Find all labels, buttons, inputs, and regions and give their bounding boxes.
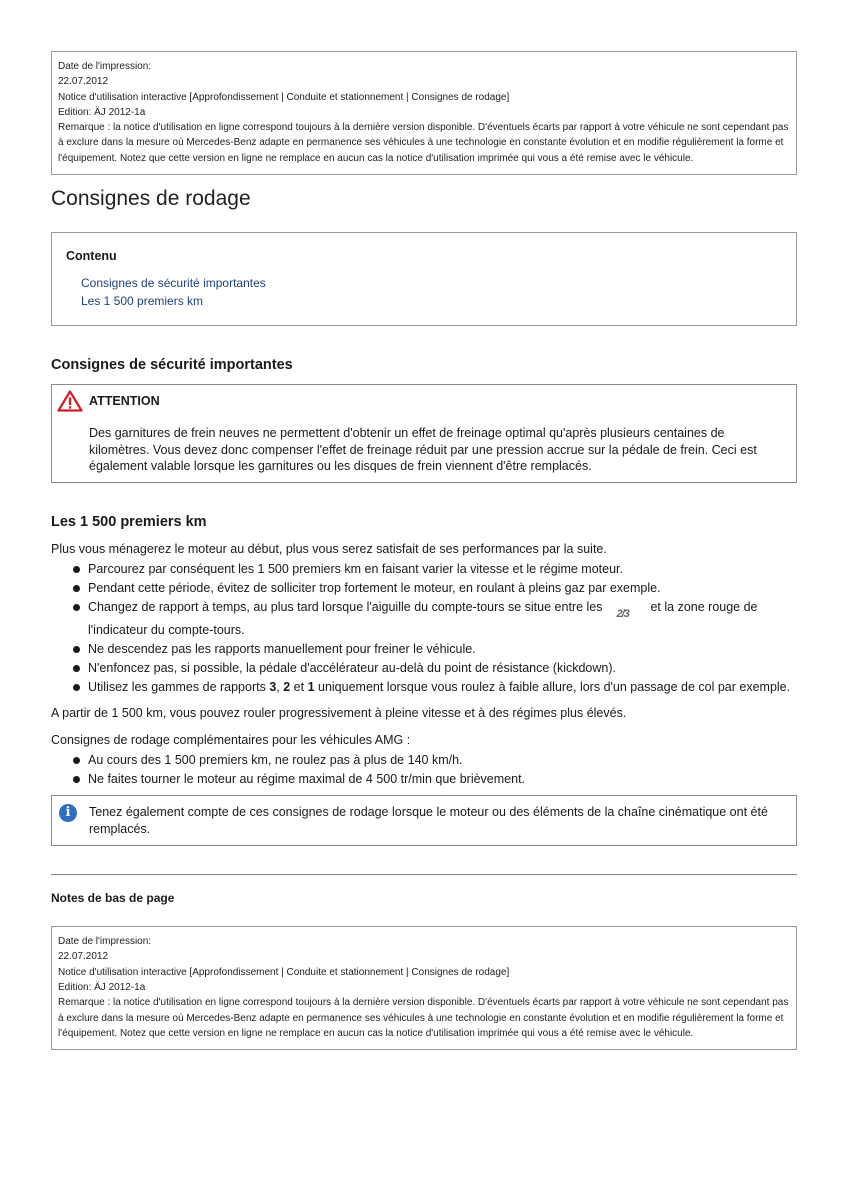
range-separator: et (290, 680, 308, 695)
list-item (88, 599, 797, 638)
info-icon: i (59, 804, 77, 822)
amg-list (51, 752, 797, 787)
range-text-before: Utilisez les gammes de rapports (88, 680, 270, 695)
toc-title: Contenu (66, 249, 117, 264)
gear-range-1: 1 (307, 680, 315, 695)
toc-link-safety[interactable]: Consignes de sécurité importantes (81, 276, 266, 291)
gear-range-3: 3 (269, 680, 277, 695)
remark: Remarque : la notice d'utilisation en ligne correspond toujours à la dernière version disponible. D'éventuels écarts par rapport à votre véhicule ne sont cependant pas à exclure dans la mesure où Mercedes-Benz adapte en permanence ses véhicules à une technologie en constante évolution et en modifie régulièrement la forme et l'équipement. Notez que cette version en ligne ne remplace en aucun cas la notice d'utilisation imprimée qui vous a été remise avec le véhicule. (58, 997, 789, 1039)
warning-triangle-icon (57, 390, 83, 412)
first-km-list (51, 561, 797, 695)
list-item (88, 679, 797, 695)
list-item: Ne faites tourner le moteur au régime maximal de 4 500 tr/min que brièvement. (88, 771, 797, 787)
edition: Edition: ÄJ 2012-1a (58, 981, 146, 993)
range-separator: , (276, 680, 284, 695)
list-item: Au cours des 1 500 premiers km, ne roulez pas à plus de 140 km/h. (88, 752, 797, 768)
page-title: Consignes de rodage (51, 187, 251, 211)
toc-link-first-km[interactable]: Les 1 500 premiers km (81, 294, 204, 309)
print-info-header (51, 51, 797, 175)
print-date: 22.07.2012 (58, 951, 109, 963)
footnotes-title: Notes de bas de page (51, 891, 175, 906)
gear-range-2: 2 (283, 680, 291, 695)
divider (51, 874, 797, 875)
gear-text-after: et la zone rouge de l'indicateur du compte-tours. (88, 600, 758, 638)
attention-text: Des garnitures de frein neuves ne permettent d'obtenir un effet de freinage optimal qu'après plusieurs centaines de kilomètres. Vous devez donc compenser l'effet de freinage réduit par une pression accrue sur la pédale de frein. Ceci est également valable lorsque les garnitures ou les disques de frein viennent d'être remplacés. (89, 426, 757, 474)
remark: Remarque : la notice d'utilisation en ligne correspond toujours à la dernière version disponible. D'éventuels écarts par rapport à votre véhicule ne sont cependant pas à exclure dans la mesure où Mercedes-Benz adapte en permanence ses véhicules à une technologie en constante évolution et en modifie régulièrement la forme et l'équipement. Notez que cette version en ligne ne remplace en aucun cas la notice d'utilisation imprimée qui vous a été remise avec le véhicule. (58, 122, 789, 164)
breadcrumb: Notice d'utilisation interactive [Approfondissement | Conduite et stationnement | Consignes de rodage] (58, 966, 510, 978)
info-box (51, 795, 797, 846)
list-item: Parcourez par conséquent les 1 500 premiers km en faisant varier la vitesse et le régime moteur. (88, 561, 797, 577)
breadcrumb: Notice d'utilisation interactive [Approfondissement | Conduite et stationnement | Consignes de rodage] (58, 91, 510, 103)
after-1500-text: A partir de 1 500 km, vous pouvez rouler progressivement à pleine vitesse et à des régimes plus élevés. (51, 706, 627, 721)
info-text: Tenez également compte de ces consignes de rodage lorsque le moteur ou des éléments de la chaîne cinématique ont été remplacés. (89, 805, 768, 836)
print-date-label: Date de l'impression: (58, 61, 152, 72)
first-km-heading: Les 1 500 premiers km (51, 513, 207, 530)
rev-counter-icon: 2/3 (616, 608, 629, 621)
attention-title: ATTENTION (89, 394, 160, 409)
document-page (51, 51, 797, 1050)
first-km-intro: Plus vous ménagerez le moteur au début, plus vous serez satisfait de ses performances par la suite. (51, 541, 607, 556)
print-date: 22.07.2012 (58, 76, 109, 88)
safety-heading: Consignes de sécurité importantes (51, 357, 293, 374)
print-date-label: Date de l'impression: (58, 936, 152, 948)
edition: Edition: ÄJ 2012-1a (58, 106, 146, 118)
range-text-after: uniquement lorsque vous roulez à faible allure, lors d'un passage de col par exemple. (314, 680, 791, 695)
list-item: N'enfoncez pas, si possible, la pédale d'accélérateur au-delà du point de résistance (kickdown). (88, 660, 797, 676)
amg-intro: Consignes de rodage complémentaires pour les véhicules AMG : (51, 732, 411, 747)
table-of-contents (51, 232, 797, 326)
attention-box (51, 384, 797, 483)
list-item: Ne descendez pas les rapports manuellement pour freiner le véhicule. (88, 641, 797, 657)
list-item: Pendant cette période, évitez de solliciter trop fortement le moteur, en roulant à pleins gaz par exemple. (88, 580, 797, 596)
print-info-footer (51, 926, 797, 1050)
gear-text-before: Changez de rapport à temps, au plus tard lorsque l'aiguille du compte-tours se situe entre les (88, 600, 603, 615)
